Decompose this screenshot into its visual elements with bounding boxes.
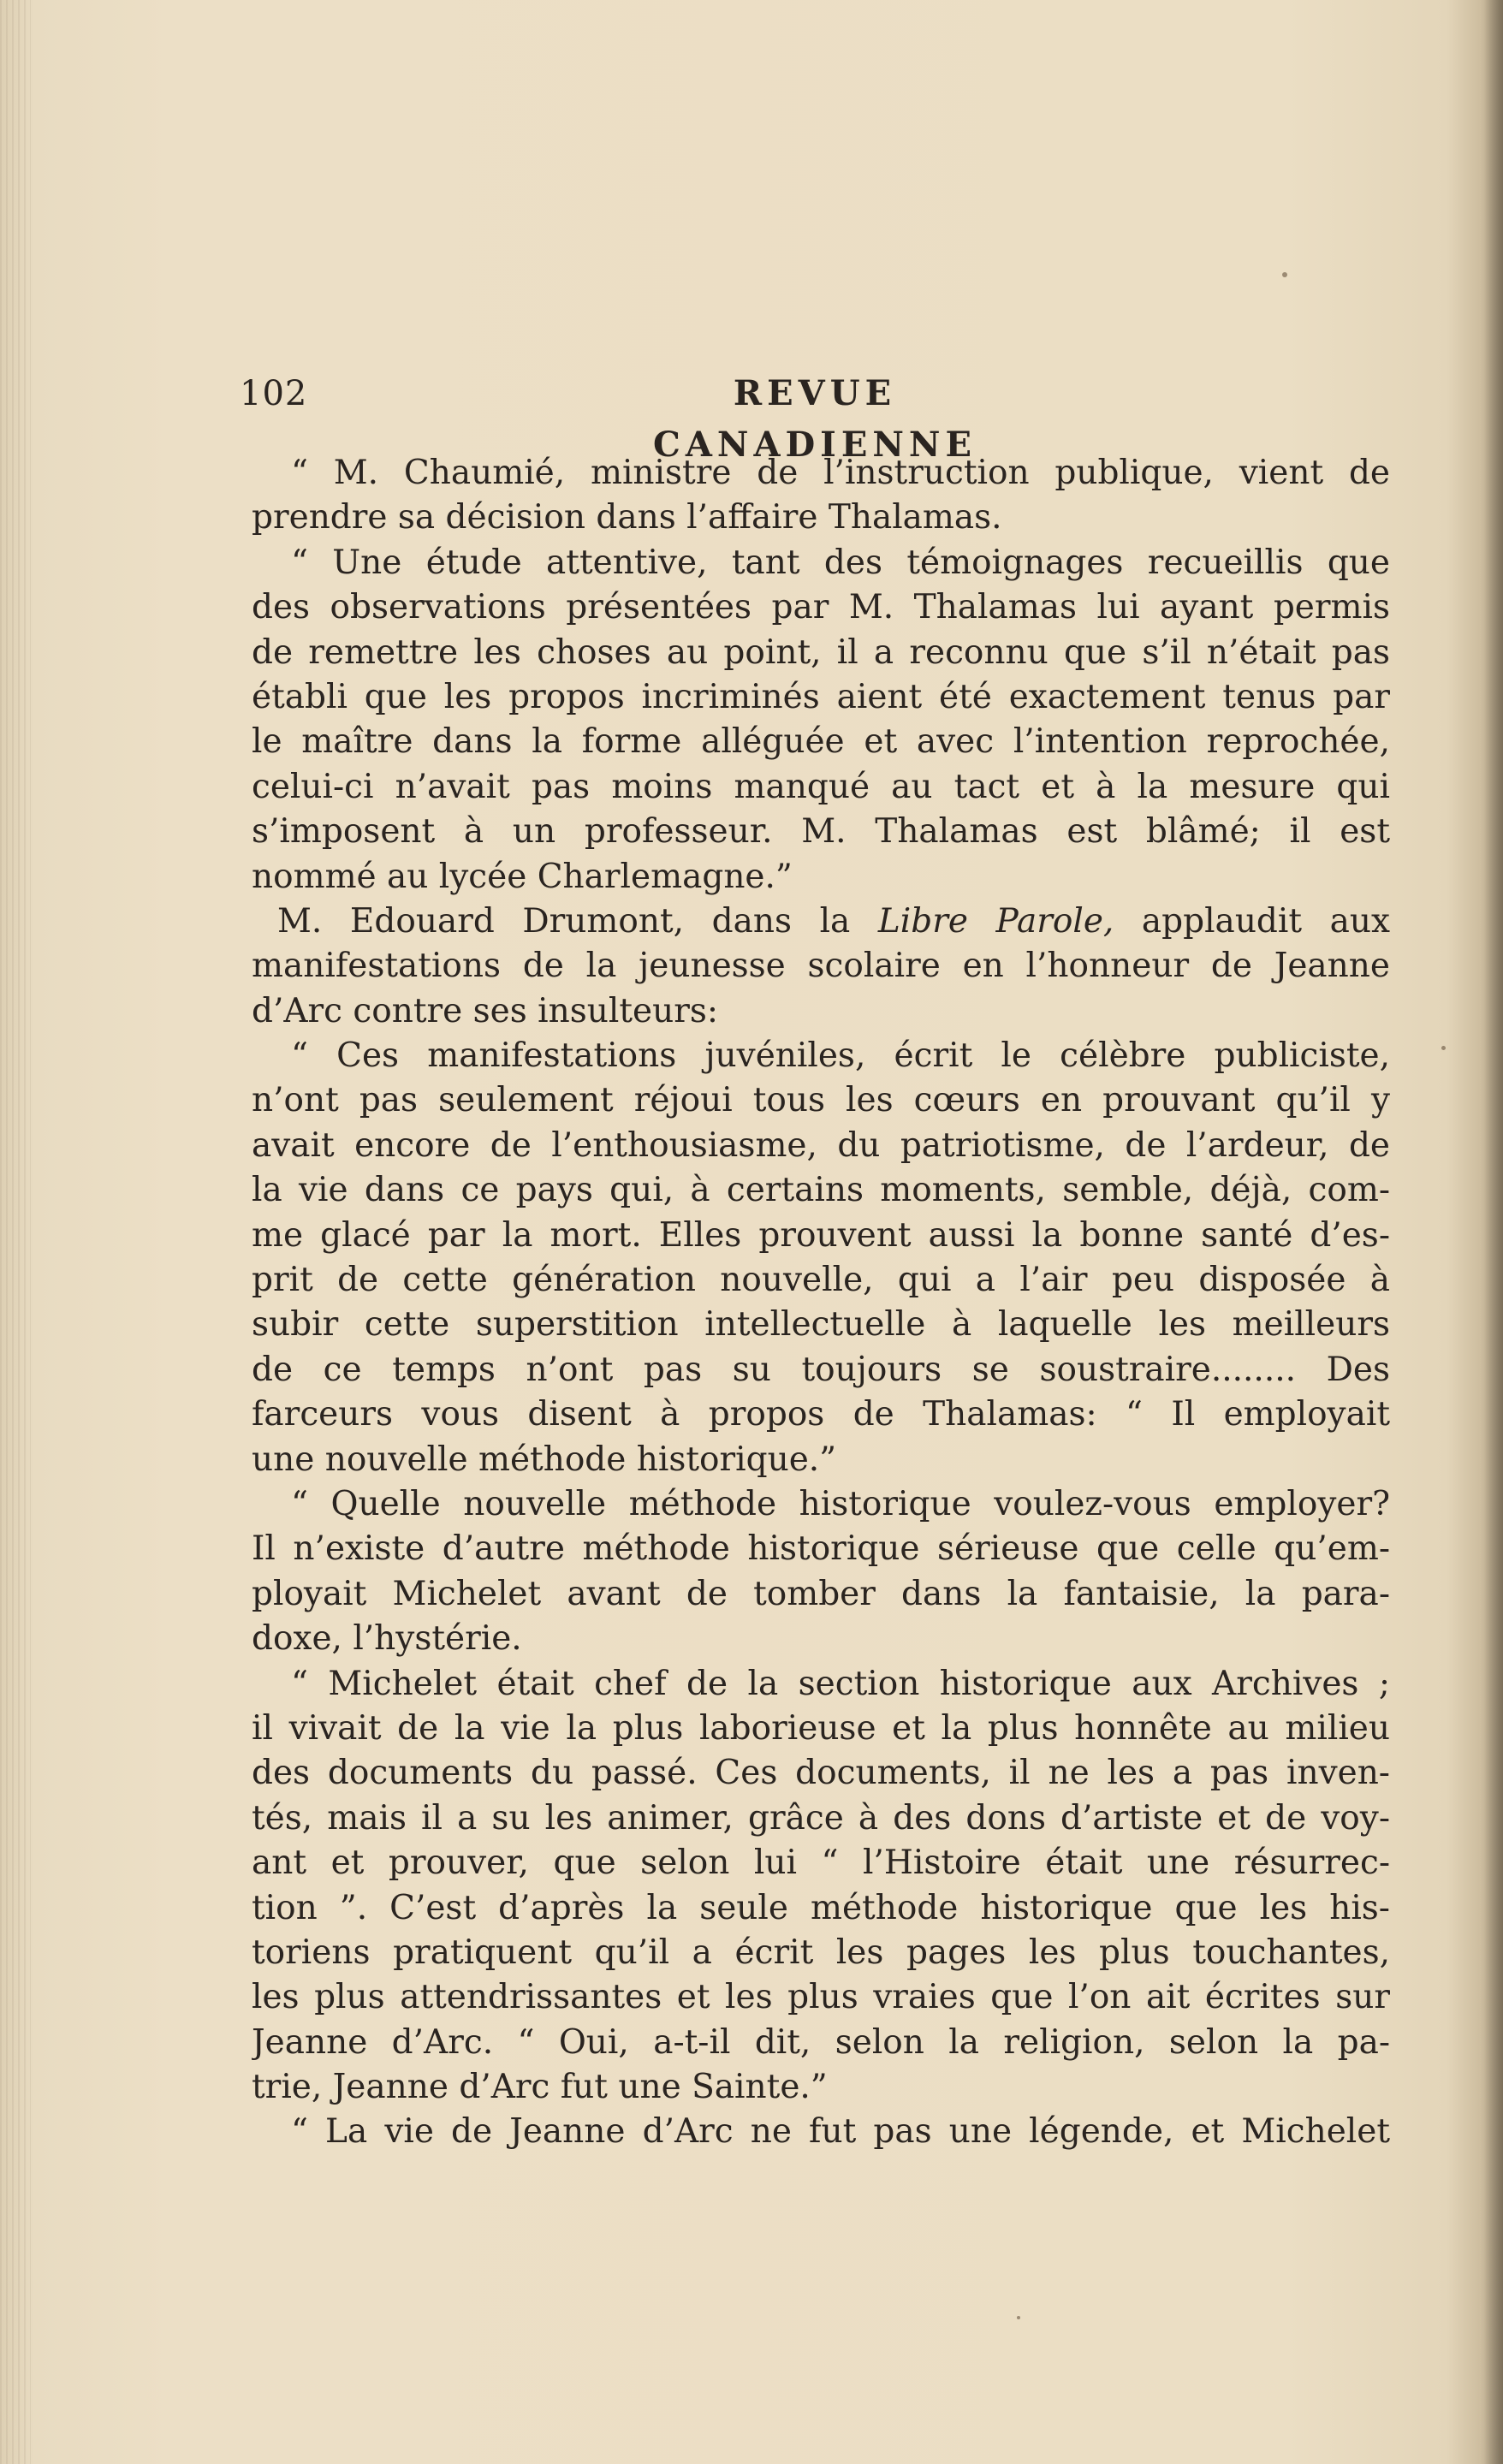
text-line: tion ”. C’est d’après la seule méthode historique que les his-	[252, 1888, 1390, 1927]
text-line: ployait Michelet avant de tomber dans la fantaisie, la para-	[252, 1574, 1390, 1613]
text-line: des documents du passé. Ces documents, il ne les a pas inven-	[252, 1754, 1390, 1793]
text-line: établi que les propos incriminés aient été exactement tenus par	[252, 677, 1390, 716]
text-line: s’imposent à un professeur. M. Thalamas est blâmé; il est	[252, 812, 1390, 852]
text-line-start: M. Edouard Drumont, dans la	[277, 901, 878, 941]
text-line: subir cette superstition intellectuelle à laquelle les meilleurs	[252, 1305, 1390, 1345]
text-line: trie, Jeanne d’Arc fut une Sainte.”	[252, 2068, 828, 2107]
page-number: 102	[240, 374, 308, 413]
text-line: me glacé par la mort. Elles prouvent aussi la bonne santé d’es-	[252, 1215, 1390, 1255]
text-line: prit de cette génération nouvelle, qui a l’air peu disposée à	[252, 1261, 1390, 1300]
text-line: “ M. Chaumié, ministre de l’instruction publique, vient de	[291, 454, 1390, 492]
text-line: n’ont pas seulement réjoui tous les cœurs en prouvant qu’il y	[252, 1081, 1390, 1120]
text-line: la vie dans ce pays qui, à certains moments, semble, déjà, com-	[252, 1171, 1390, 1210]
text-line	[252, 900, 1390, 944]
text-line: d’Arc contre ses insulteurs:	[252, 991, 719, 1030]
text-line: farceurs vous disent à propos de Thalamas: “ Il employait	[252, 1395, 1390, 1434]
paper-speck	[1441, 1046, 1446, 1050]
text-line: “ La vie de Jeanne d’Arc ne fut pas une légende, et Michelet	[291, 2112, 1390, 2152]
page-edge-shadow	[1484, 0, 1503, 2464]
text-line: les plus attendrissantes et les plus vraies que l’on ait écrites sur	[252, 1978, 1390, 2017]
text-line: Jeanne d’Arc. “ Oui, a-t-il dit, selon la religion, selon la pa-	[252, 2022, 1390, 2062]
text-line: nommé au lycée Charlemagne.”	[252, 857, 793, 896]
page-header	[240, 368, 1387, 465]
text-line: “ Quelle nouvelle méthode historique voulez-vous employer?	[291, 1484, 1390, 1523]
text-line: manifestations de la jeunesse scolaire en l’honneur de Jeanne	[252, 947, 1390, 986]
text-line: avait encore de l’enthousiasme, du patriotisme, de l’ardeur, de	[252, 1125, 1390, 1165]
text-line-end: applaudit aux	[1114, 901, 1390, 941]
text-line: des observations présentées par M. Thalamas lui ayant permis	[252, 588, 1390, 627]
text-line: une nouvelle méthode historique.”	[252, 1440, 837, 1479]
paper-speck	[1017, 2316, 1020, 2319]
text-line: de ce temps n’ont pas su toujours se soustraire........ Des	[252, 1350, 1390, 1389]
text-line: tés, mais il a su les animer, grâce à des dons d’artiste et de voy-	[252, 1798, 1390, 1838]
text-line: celui-ci n’avait pas moins manqué au tact et à la mesure qui	[252, 767, 1390, 806]
text-line: “ Michelet était chef de la section historique aux Archives ;	[291, 1664, 1390, 1703]
text-line: le maître dans la forme alléguée et avec l’intention reprochée,	[252, 722, 1390, 762]
journal-title: Libre Parole,	[877, 901, 1114, 941]
book-gutter	[0, 0, 31, 2464]
text-line: doxe, l’hystérie.	[252, 1619, 522, 1659]
running-head: REVUE CANADIENNE	[653, 373, 977, 465]
text-line: Il n’existe d’autre méthode historique sérieuse que celle qu’em-	[252, 1529, 1390, 1569]
text-line: “ Une étude attentive, tant des témoignages recueillis que	[291, 543, 1390, 582]
text-line: prendre sa décision dans l’affaire Thalamas.	[252, 498, 1002, 537]
text-line: “ Ces manifestations juvéniles, écrit le célèbre publiciste,	[291, 1036, 1390, 1076]
paper-speck	[1282, 272, 1287, 277]
text-line: ant et prouver, que selon lui “ l’Histoire était une résurrec-	[252, 1844, 1390, 1883]
text-line: de remettre les choses au point, il a reconnu que s’il n’était pas	[252, 632, 1390, 672]
body-text	[252, 451, 1390, 2155]
text-line: il vivait de la vie la plus laborieuse et la plus honnête au milieu	[252, 1708, 1390, 1748]
text-line: toriens pratiquent qu’il a écrit les pages les plus touchantes,	[252, 1933, 1390, 1972]
